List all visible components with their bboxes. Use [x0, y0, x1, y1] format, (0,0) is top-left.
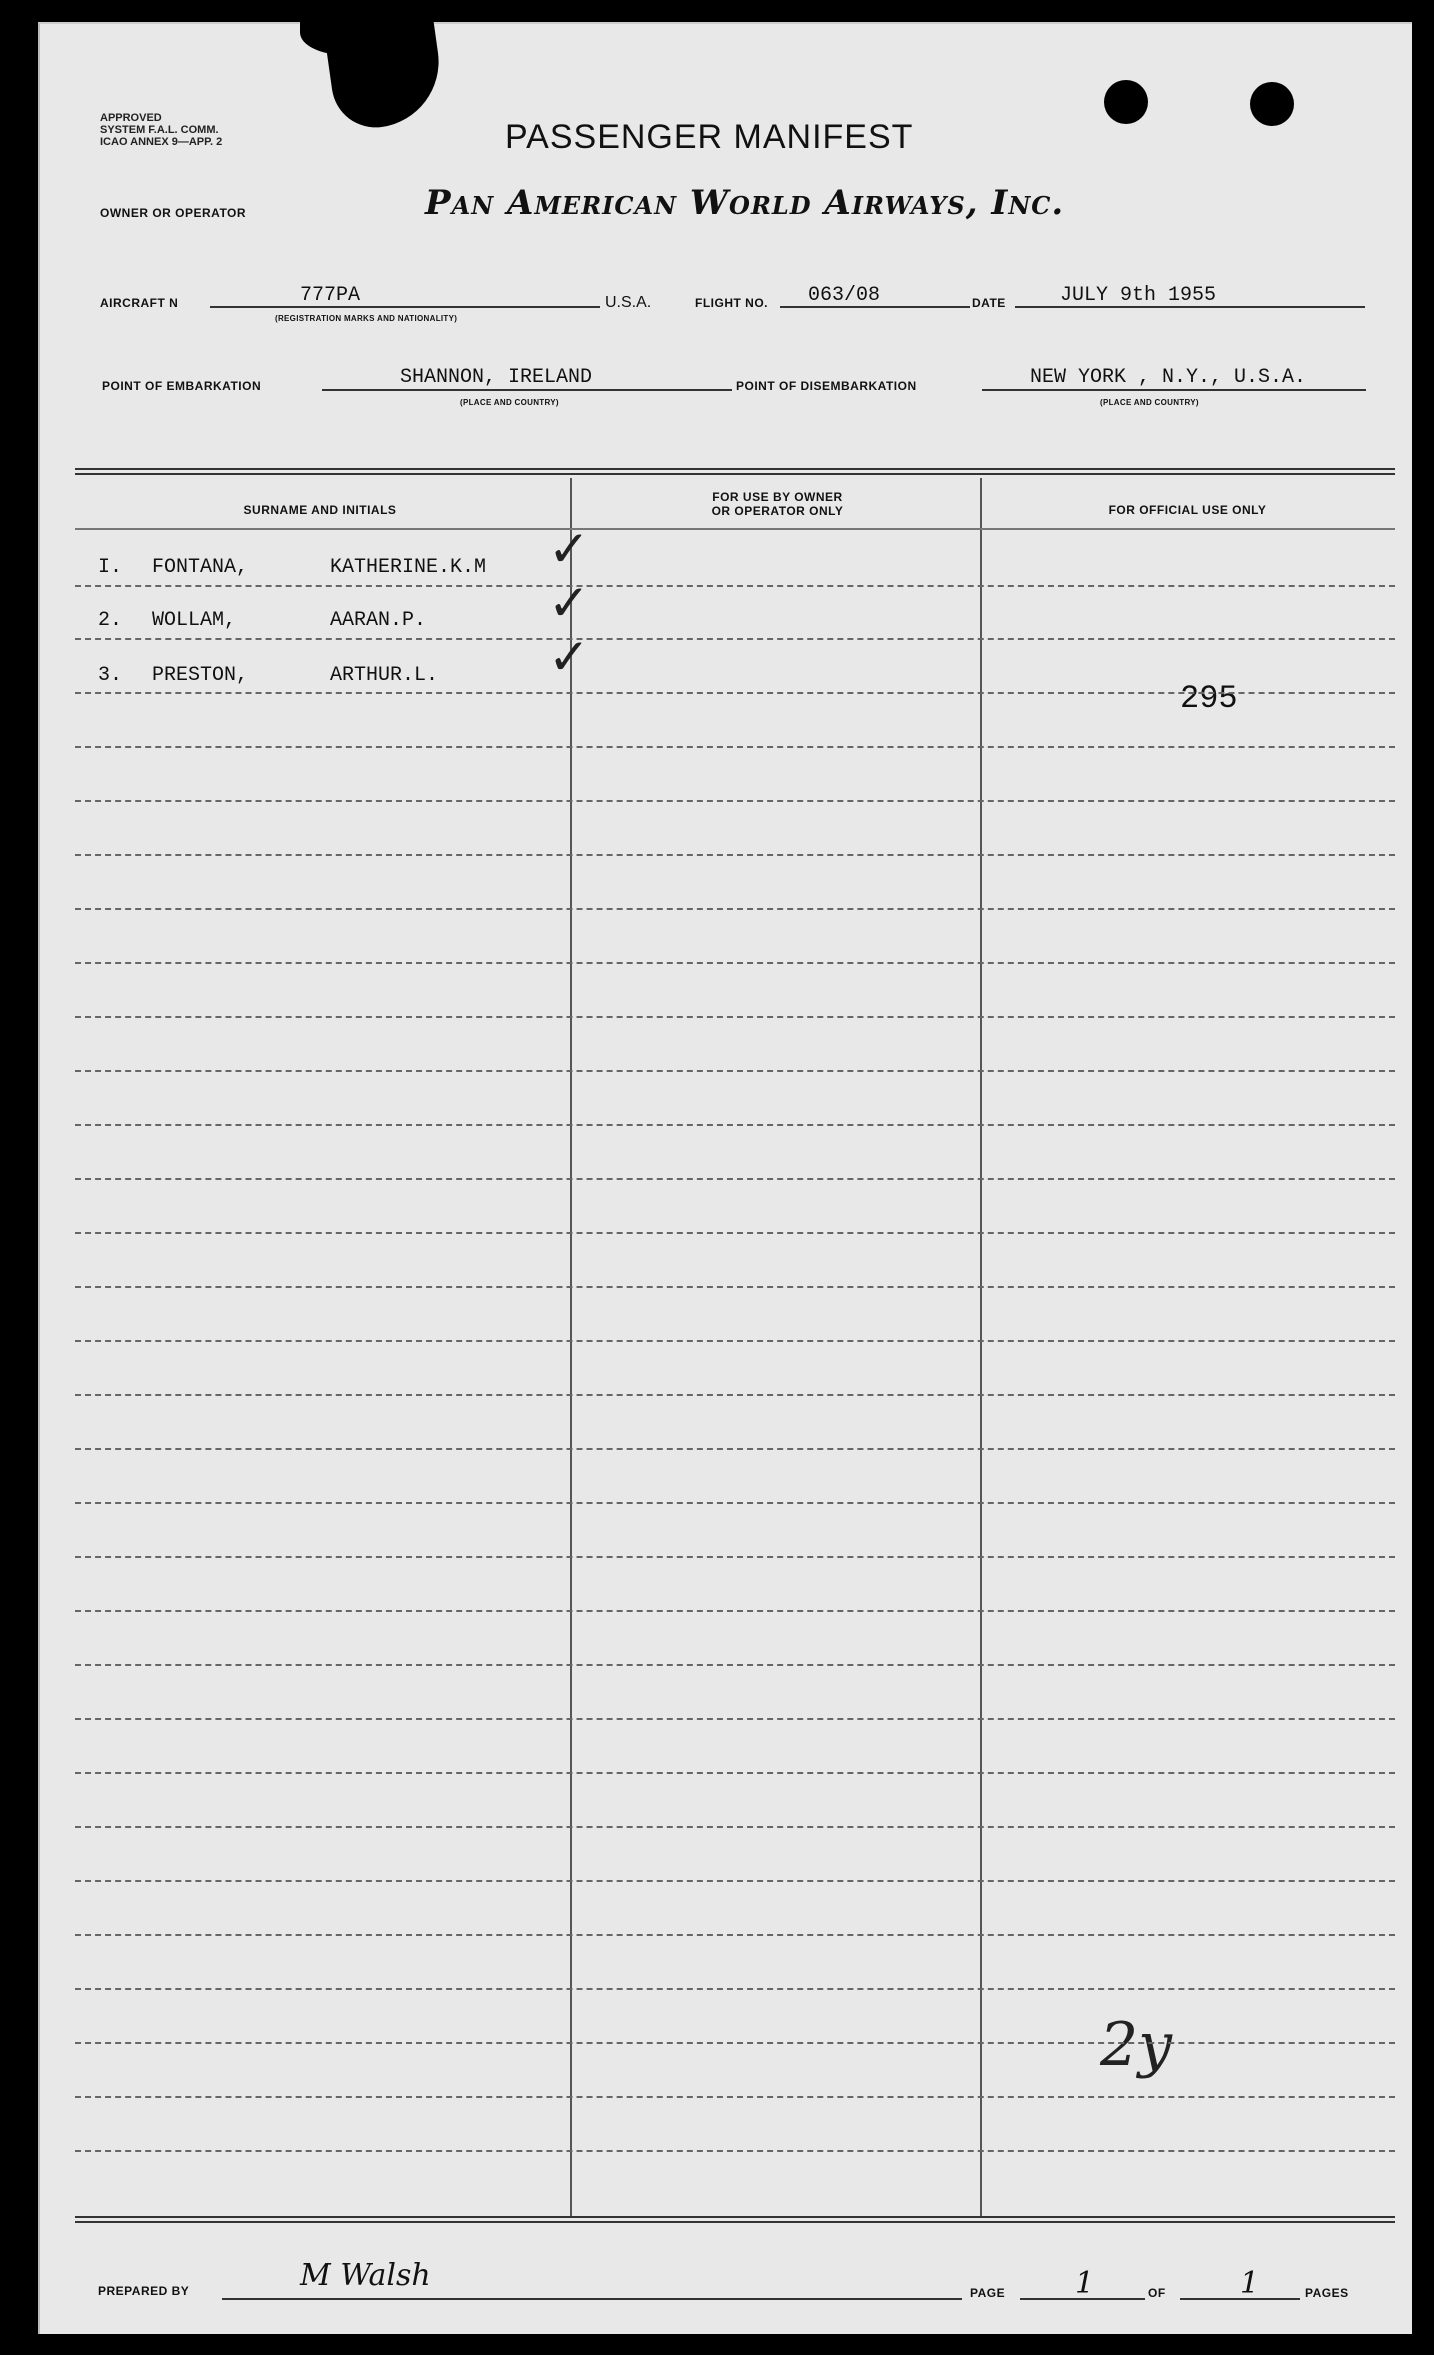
list-item: 3. PRESTON, ARTHUR.L. — [98, 664, 439, 687]
date-label: DATE — [972, 296, 1006, 310]
embarkation-value: SHANNON, IRELAND — [400, 366, 593, 389]
date-value: JULY 9th 1955 — [1060, 284, 1217, 307]
flight-value: 063/08 — [808, 284, 881, 307]
usa-label: U.S.A. — [605, 294, 652, 311]
approval-line-1: APPROVED — [100, 112, 162, 124]
punch-hole-left — [1104, 80, 1148, 124]
col-header-owner: FOR USE BY OWNER OR OPERATOR ONLY — [711, 490, 844, 518]
page-title: PASSENGER MANIFEST — [505, 118, 914, 156]
aircraft-value: 777PA — [300, 284, 361, 307]
of-label: OF — [1148, 2286, 1166, 2300]
disembarkation-value: NEW YORK , N.Y., U.S.A. — [1030, 366, 1307, 389]
official-mark: 2y — [1100, 2010, 1173, 2080]
embarkation-caption: (PLACE AND COUNTRY) — [460, 398, 559, 407]
check-mark: ✓ — [548, 628, 590, 686]
approval-stamp — [100, 112, 222, 148]
list-item: 2. WOLLAM, AARAN.P. — [98, 609, 427, 632]
disembarkation-label: POINT OF DISEMBARKATION — [736, 379, 917, 393]
flight-label: FLIGHT NO. — [695, 296, 768, 310]
check-mark: ✓ — [548, 520, 590, 578]
col-header-surname: SURNAME AND INITIALS — [243, 503, 397, 517]
column-divider-2 — [980, 478, 982, 2218]
approval-line-2: SYSTEM F.A.L. COMM. — [100, 124, 219, 136]
page-label: PAGE — [970, 2286, 1006, 2300]
disembarkation-caption: (PLACE AND COUNTRY) — [1100, 398, 1199, 407]
page-value: 1 — [1075, 2266, 1095, 2301]
of-value: 1 — [1240, 2266, 1260, 2301]
prepared-by-label: PREPARED BY — [98, 2284, 190, 2298]
owner-label: OWNER OR OPERATOR — [100, 206, 247, 220]
aircraft-label: AIRCRAFT N — [100, 296, 179, 310]
embarkation-label: POINT OF EMBARKATION — [102, 379, 262, 393]
table-top-rule — [75, 468, 1395, 475]
official-number: 295 — [1180, 680, 1238, 717]
airline-name: Pan American World Airways, Inc. — [425, 183, 1065, 223]
col-header-official: FOR OFFICIAL USE ONLY — [1108, 503, 1267, 517]
registration-caption: (REGISTRATION MARKS AND NATIONALITY) — [275, 314, 458, 323]
pages-label: PAGES — [1305, 2286, 1349, 2300]
check-mark: ✓ — [548, 574, 590, 632]
list-item: I. FONTANA, KATHERINE.K.M — [98, 556, 487, 579]
column-divider-1 — [570, 478, 572, 2218]
table-bottom-rule — [75, 2216, 1395, 2223]
prepared-by-signature: M Walsh — [300, 2258, 431, 2293]
punch-hole-right — [1250, 82, 1294, 126]
approval-line-3: ICAO ANNEX 9—APP. 2 — [100, 136, 223, 148]
